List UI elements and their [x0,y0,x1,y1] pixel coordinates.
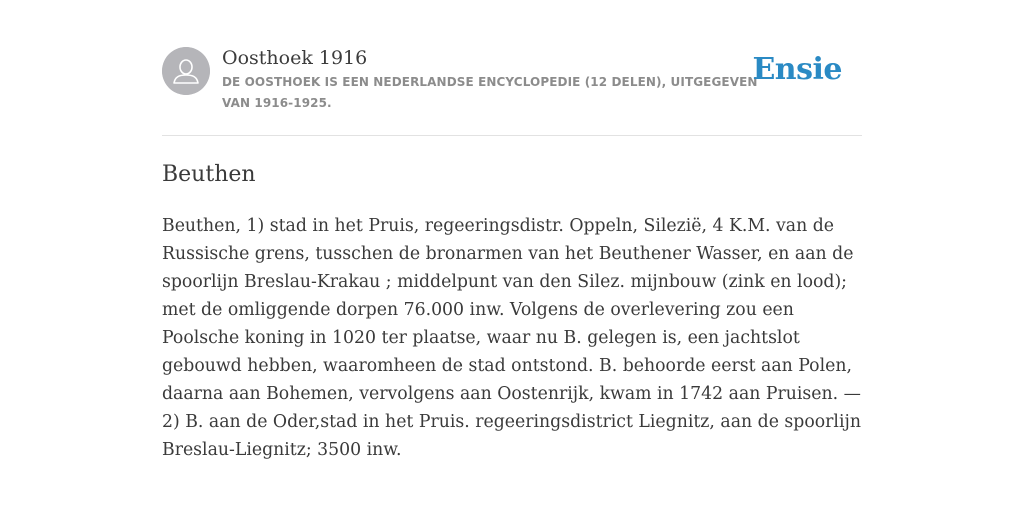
source-title[interactable]: Oosthoek 1916 [222,47,368,69]
entry-body: Beuthen, 1) stad in het Pruis, regeeringsdistr. Oppeln, Silezië, 4 K.M. van de Russische grens, tusschen de bronarmen van het Beuthener Wasser, en aan de spoorlijn Breslau-Krakau ; middelpunt van den Silez. mijnbouw (zink en lood); met de omliggende dorpen 76.000 inw. Volgens de overlevering zou een Poolsche koning in 1020 ter plaatse, waar nu B. gelegen is, een jachtslot gebouwd hebben, waaromheen de stad ontstond. B. behoorde eerst aan Polen, daarna aan Bohemen, vervolgens aan Oostenrijk, kwam in 1742 aan Pruisen. — 2) B. aan de Oder,stad in het Pruis. regeeringsdistrict Liegnitz, aan de spoorlijn Breslau-Liegnitz; 3500 inw. [162,216,861,460]
entry-title: Beuthen [162,162,256,187]
brand-logo[interactable]: Ensie [752,52,842,87]
source-header [162,46,862,116]
source-description: DE OOSTHOEK IS EEN NEDERLANDSE ENCYCLOPEDIE (12 DELEN), UITGEGEVEN VAN 1916-1925. [222,75,758,110]
divider [162,135,862,136]
user-icon[interactable] [162,47,210,95]
